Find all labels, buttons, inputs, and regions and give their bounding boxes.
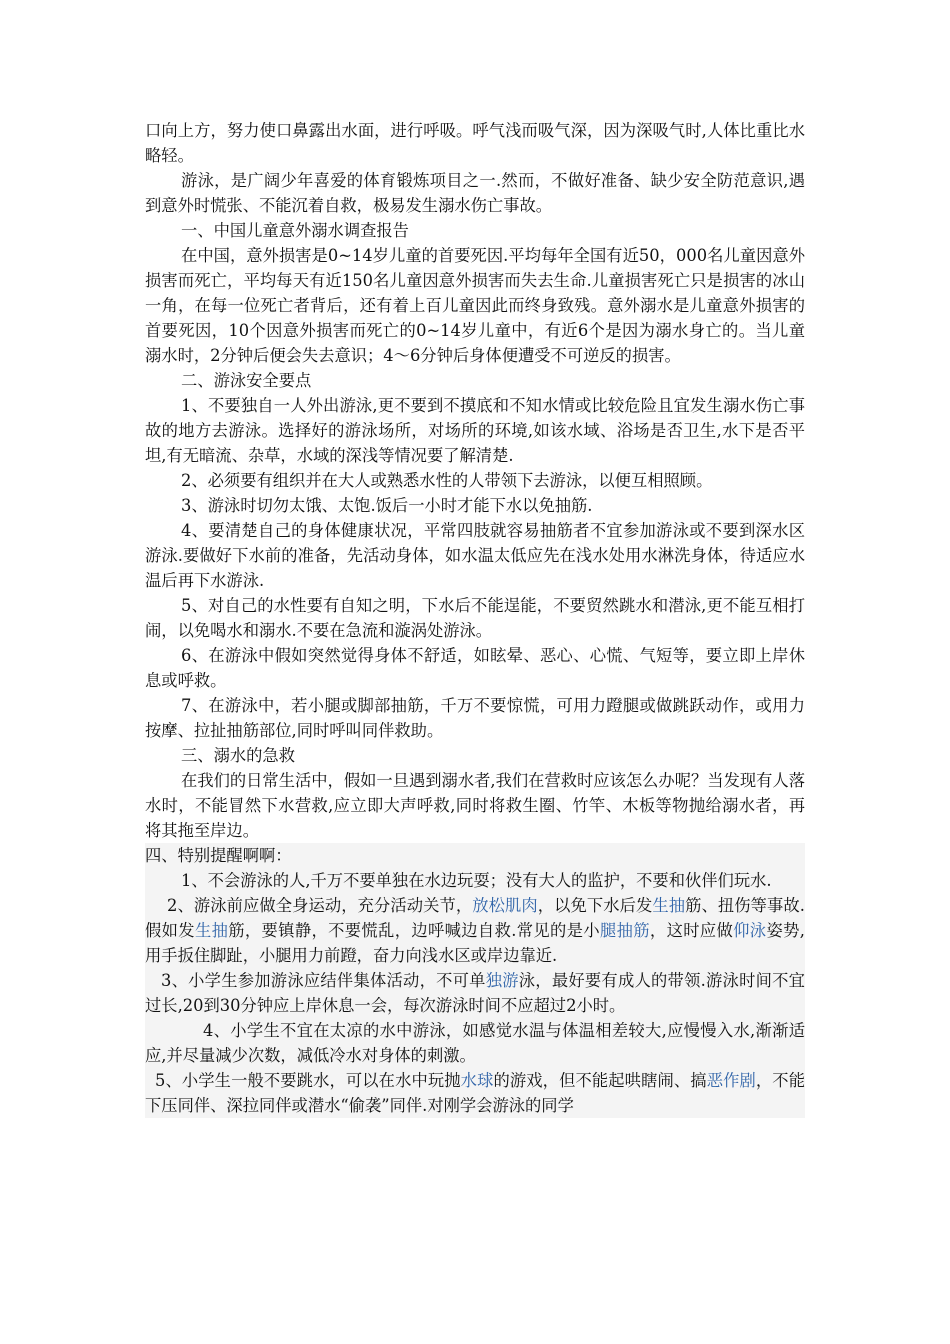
text-run: 姿势,用手扳住脚趾，小腿用力前蹬，奋力向浅水区或岸边靠近.	[145, 921, 805, 965]
safety-point-7: 7、在游泳中，若小腿或脚部抽筋，千万不要惊慌，可用力蹬腿或做跳跃动作，或用力按摩、拉扯抽筋部位,同时呼叫同伴救助。	[145, 696, 805, 740]
link-solo-swim[interactable]: 独游	[485, 971, 519, 990]
special-reminder-section	[145, 843, 805, 1118]
reminder-item-5	[145, 1068, 805, 1118]
text-run: ，以免下水后发	[537, 896, 653, 915]
safety-point-5: 5、对自己的水性要有自知之明，下水后不能逞能，不要贸然跳水和潜泳,更不能互相打闹，以免喝水和溺水.不要在急流和漩涡处游泳。	[145, 596, 805, 640]
safety-point-3: 3、游泳时切勿太饿、太饱.饭后一小时才能下水以免抽筋.	[181, 496, 593, 515]
safety-point-1: 1、不要独自一人外出游泳,更不要到不摸底和不知水情或比较危险且宜发生溺水伤亡事故的地方去游泳。选择好的游泳场所，对场所的环境,如该水域、浴场是否卫生,水下是否平坦,有无暗流、杂草，水域的深浅等情况要了解清楚.	[145, 396, 805, 465]
text-run: 泳，最好要有成人的带领.游泳时间不宜过长,20到30分钟应上岸休息一会，每次游泳时间不应超过2小时。	[145, 971, 805, 1015]
paragraph-continuation: 口向上方，努力使口鼻露出水面，进行呼吸。呼气浅而吸气深，因为深吸气时,人体比重比水略轻。	[145, 121, 805, 165]
reminder-item-2	[145, 893, 805, 968]
text-run: 5、小学生一般不要跳水，可以在水中玩抛	[155, 1071, 461, 1090]
document-body	[145, 118, 805, 1118]
text-run: 筋、扭伤等事故.假如发	[145, 896, 805, 940]
link-calf-cramp[interactable]: 腿抽筋	[599, 921, 650, 940]
safety-point-4: 4、要清楚自己的身体健康状况，平常四肢就容易抽筋者不宜参加游泳或不要到深水区游泳.要做好下水前的准备，先活动身体，如水温太低应先在浅水处用水淋洗身体，待适应水温后再下水游泳.	[145, 521, 805, 590]
section-heading-4: 四、特别提醒啊啊：	[145, 846, 292, 865]
text-run: ，这时应做	[649, 921, 734, 940]
link-water-ball[interactable]: 水球	[460, 1071, 494, 1090]
text-run: 3、小学生参加游泳应结伴集体活动，不可单	[161, 971, 486, 990]
reminder-item-4: 4、小学生不宜在太凉的水中游泳，如感觉水温与体温相差较大,应慢慢入水,渐渐适应,并尽量减少次数，减低冷水对身体的刺激。	[145, 1021, 805, 1065]
link-backstroke[interactable]: 仰泳	[733, 921, 767, 940]
paragraph-intro: 游泳，是广阔少年喜爱的体育锻炼项目之一.然而，不做好准备、缺少安全防范意识,遇到意外时慌张、不能沉着自救，极易发生溺水伤亡事故。	[145, 171, 805, 215]
link-cramp[interactable]: 生抽	[652, 896, 686, 915]
paragraph-rescue: 在我们的日常生活中，假如一旦遇到溺水者,我们在营救时应该怎么办呢？当发现有人落水时，不能冒然下水营救,应立即大声呼救,同时将救生圈、竹竿、木板等物抛给溺水者，再将其拖至岸边。	[145, 771, 805, 840]
section-heading-1: 一、中国儿童意外溺水调查报告	[181, 221, 409, 240]
text-run: 2、游泳前应做全身运动，充分活动关节，	[167, 896, 473, 915]
reminder-item-3	[145, 968, 805, 1018]
link-cramp-2[interactable]: 生抽	[194, 921, 229, 940]
text-run: 筋，要镇静，不要慌乱，边呼喊边自救.常见的是小	[228, 921, 600, 940]
text-run: 的游戏，但不能起哄瞎闹、搞	[493, 1071, 707, 1090]
link-prank[interactable]: 恶作剧	[706, 1071, 756, 1090]
section-heading-2: 二、游泳安全要点	[181, 371, 312, 390]
link-relax-muscles[interactable]: 放松肌肉	[472, 896, 538, 915]
safety-point-2: 2、必须要有组织并在大人或熟悉水性的人带领下去游泳，以便互相照顾。	[181, 471, 713, 490]
reminder-item-1: 1、不会游泳的人,千万不要单独在水边玩耍；没有大人的监护，不要和伙伴们玩水.	[181, 871, 772, 890]
text-run: ，不能下压同伴、深拉同伴或潜水“偷袭”同伴.对刚学会游泳的同学	[145, 1071, 805, 1115]
safety-point-6: 6、在游泳中假如突然觉得身体不舒适，如眩晕、恶心、心慌、气短等，要立即上岸休息或呼救。	[145, 646, 805, 690]
section-heading-3: 三、溺水的急救	[181, 746, 295, 765]
paragraph-report: 在中国，意外损害是0~14岁儿童的首要死因.平均每年全国有近50，000名儿童因意外损害而死亡，平均每天有近150名儿童因意外损害而失去生命.儿童损害死亡只是损害的冰山一角，在每一位死亡者背后，还有着上百儿童因此而终身致残。意外溺水是儿童意外损害的首要死因，10个因意外损害而死亡的0~14岁儿童中，有近6个是因为溺水身亡的。当儿童溺水时，2分钟后便会失去意识；4～6分钟后身体便遭受不可逆反的损害。	[145, 246, 805, 365]
